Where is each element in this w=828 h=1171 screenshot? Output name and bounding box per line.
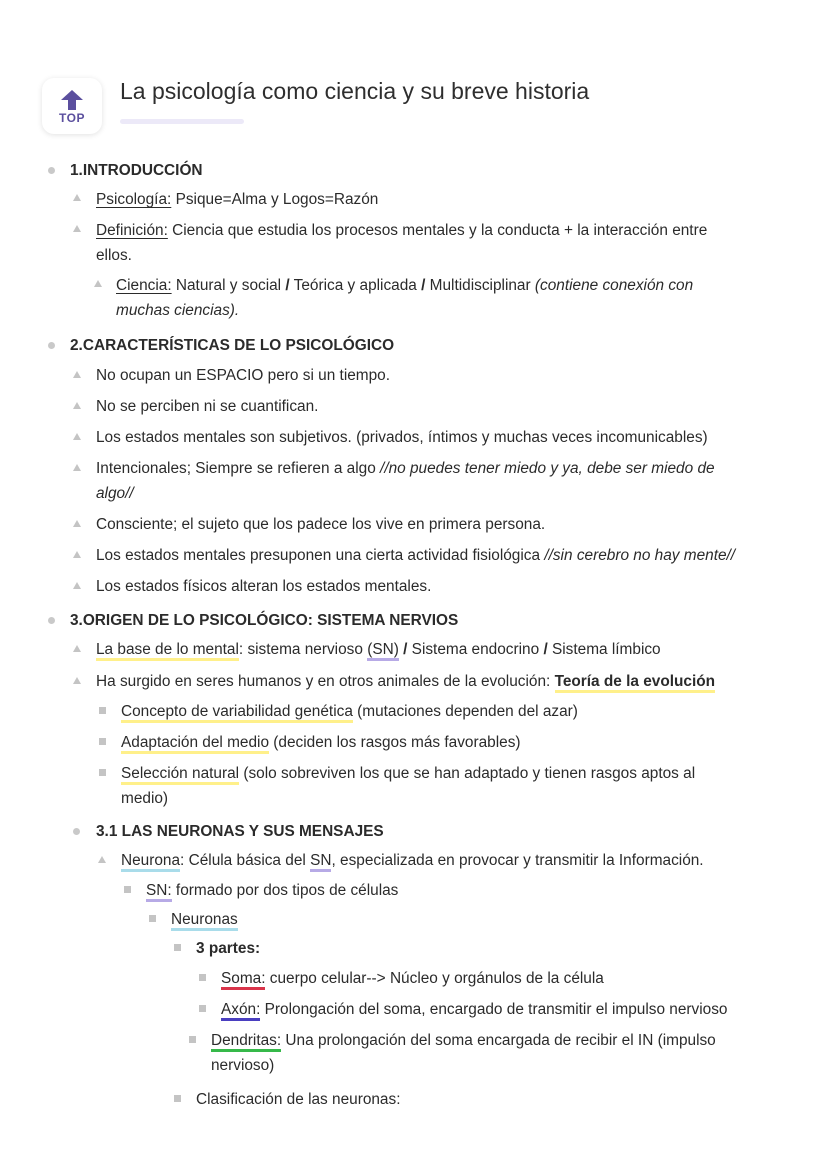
highlight-yellow: Concepto de variabilidad genética <box>121 703 353 723</box>
highlight-cyan: Neuronas <box>171 911 238 931</box>
bullet-square <box>99 738 106 745</box>
list-item: SN: formado por dos tipos de células <box>146 878 398 903</box>
section-heading-3: 3.ORIGEN DE LO PSICOLÓGICO: SISTEMA NERVIOS <box>70 612 459 629</box>
bullet-triangle <box>73 520 81 527</box>
bullet-square <box>99 707 106 714</box>
list-item: Los estados físicos alteran los estados mentales. <box>96 578 432 595</box>
top-label: TOP <box>59 111 85 125</box>
list-item: Dendritas: Una prolongación del soma encargada de recibir el IN (impulso <box>211 1028 716 1053</box>
term-label: Definición: <box>96 222 168 239</box>
bullet-triangle <box>73 225 81 232</box>
bullet-triangle <box>73 402 81 409</box>
highlight-purple: (SN) <box>367 641 399 661</box>
list-item: 3 partes: <box>196 940 261 957</box>
bullet-dot <box>48 342 55 349</box>
highlight-purple: SN: <box>146 882 172 902</box>
list-item: Intencionales; Siempre se refieren a algo //no puedes tener miedo y ya, debe ser miedo de <box>96 460 715 477</box>
highlight-yellow: La base de lo mental <box>96 641 239 661</box>
list-item: Ciencia: Natural y social / Teórica y aplicada / Multidisciplinar (contiene conexión con <box>116 277 694 294</box>
section-heading-2: 2.CARACTERÍSTICAS DE LO PSICOLÓGICO <box>70 337 395 354</box>
highlight-violet: Axón: <box>221 1001 260 1021</box>
highlight-yellow: Selección natural <box>121 765 239 785</box>
list-item: No ocupan un ESPACIO pero si un tiempo. <box>96 367 391 384</box>
list-item-continuation: ellos. <box>96 247 132 264</box>
term-label: Ciencia: <box>116 277 172 294</box>
list-item: Clasificación de las neuronas: <box>196 1091 401 1108</box>
list-item: Axón: Prolongación del soma, encargado de transmitir el impulso nervioso <box>221 997 727 1022</box>
list-item-continuation: medio) <box>121 790 169 807</box>
bullet-triangle <box>73 433 81 440</box>
highlight-yellow: Adaptación del medio <box>121 734 269 754</box>
list-item: Definición: Ciencia que estudia los procesos mentales y la conducta + la interacción entre <box>96 222 708 239</box>
highlight-cyan: Neurona <box>121 852 180 872</box>
highlight-green: Dendritas: <box>211 1032 281 1052</box>
bullet-square <box>124 886 131 893</box>
list-item: Ha surgido en seres humanos y en otros animales de la evolución: Teoría de la evolución <box>96 669 715 694</box>
bullet-square <box>99 769 106 776</box>
bullet-dot <box>48 617 55 624</box>
bullet-triangle <box>94 280 102 287</box>
bullet-square <box>149 915 156 922</box>
list-item: Psicología: Psique=Alma y Logos=Razón <box>96 191 379 208</box>
highlight-purple: SN <box>310 852 331 872</box>
bullet-square <box>199 974 206 981</box>
list-item: Adaptación del medio (deciden los rasgos más favorables) <box>121 730 521 755</box>
bullet-triangle <box>73 677 81 684</box>
list-item: Soma: cuerpo celular--> Núcleo y orgánulos de la célula <box>221 966 604 991</box>
bullet-square <box>199 1005 206 1012</box>
bullet-triangle <box>73 194 81 201</box>
bullet-triangle <box>73 582 81 589</box>
section-heading-3-1: 3.1 LAS NEURONAS Y SUS MENSAJES <box>96 823 384 840</box>
top-button[interactable] <box>42 78 102 134</box>
page-title: La psicología como ciencia y su breve historia <box>120 78 590 104</box>
list-item: No se perciben ni se cuantifican. <box>96 398 319 415</box>
bullet-dot <box>48 167 55 174</box>
bullet-triangle <box>73 645 81 652</box>
list-item: Los estados mentales presuponen una cierta actividad fisiológica //sin cerebro no hay mente// <box>96 547 736 564</box>
arrow-up-icon <box>61 90 83 110</box>
list-item: Concepto de variabilidad genética (mutaciones dependen del azar) <box>121 699 578 724</box>
list-item: Los estados mentales son subjetivos. (privados, íntimos y muchas veces incomunicables) <box>96 429 708 446</box>
list-item-continuation: nervioso) <box>211 1057 275 1074</box>
bullet-triangle <box>73 464 81 471</box>
highlight-yellow: Teoría de la evolución <box>555 673 716 693</box>
list-item: Selección natural (solo sobreviven los que se han adaptado y tienen rasgos aptos al <box>121 761 695 786</box>
title-underline <box>120 119 244 124</box>
list-item: Consciente; el sujeto que los padece los vive en primera persona. <box>96 516 546 533</box>
list-item: Neurona: Célula básica del SN, especializada en provocar y transmitir la Información. <box>121 848 704 873</box>
term-label: Psicología: <box>96 191 172 208</box>
list-item: La base de lo mental: sistema nervioso (SN) / Sistema endocrino / Sistema límbico <box>96 637 661 662</box>
section-heading-1: 1.INTRODUCCIÓN <box>70 162 203 179</box>
bullet-square <box>174 944 181 951</box>
list-item-continuation: muchas ciencias). <box>116 302 240 319</box>
bullet-triangle <box>98 856 106 863</box>
highlight-red: Soma: <box>221 970 265 990</box>
bullet-dot <box>73 828 80 835</box>
list-item-continuation: algo// <box>96 485 134 502</box>
list-item <box>171 907 238 932</box>
bullet-square <box>189 1036 196 1043</box>
bullet-triangle <box>73 371 81 378</box>
bullet-triangle <box>73 551 81 558</box>
bullet-square <box>174 1095 181 1102</box>
